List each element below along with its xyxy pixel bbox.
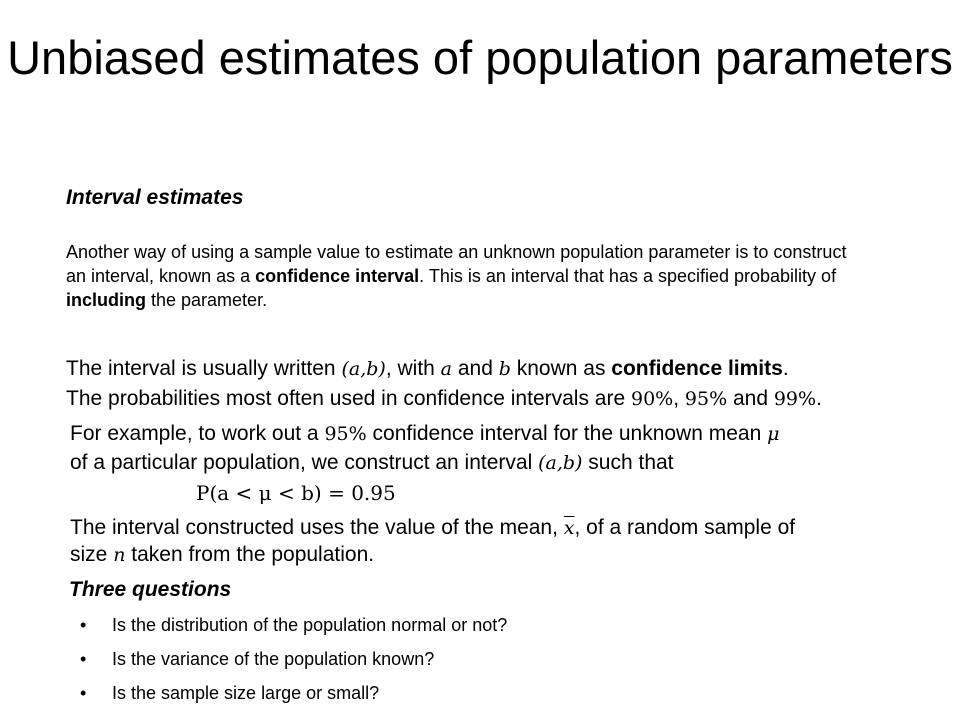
- example-interval-ab: (a,b): [538, 452, 583, 474]
- line6-text-b: taken from the population.: [125, 543, 375, 566]
- limit-b: b: [498, 358, 511, 380]
- questions-list: [80, 614, 507, 716]
- question-text: Is the distribution of the population normal or not?: [112, 615, 508, 635]
- example-line-2: [70, 451, 674, 475]
- prob-95: 95%: [684, 388, 728, 410]
- line1-text-a: The interval is usually written: [66, 357, 342, 380]
- intro-text-3: the parameter.: [146, 290, 268, 310]
- line2-end: .: [816, 387, 822, 410]
- line2-text-a: The probabilities most often used in confidence intervals are: [66, 387, 631, 410]
- line6-text-a: size: [70, 543, 114, 566]
- confidence-interval-term: confidence interval: [255, 266, 420, 286]
- list-item: [80, 614, 507, 648]
- limit-a: a: [440, 358, 452, 380]
- line2-sep-1: ,: [673, 387, 685, 410]
- list-item: [80, 682, 507, 716]
- mu-symbol: μ: [767, 423, 780, 445]
- line3-text-a: For example, to work out a: [70, 422, 325, 445]
- line1-text-b: , with: [385, 357, 441, 380]
- intro-paragraph: [66, 240, 866, 312]
- line1-text-c: and: [452, 357, 499, 380]
- probability-formula: P(a < μ < b) = 0.95: [196, 481, 396, 505]
- section-heading: Interval estimates: [66, 186, 244, 209]
- intro-text-1: Another way of using a sample value to estimate an unknown population parameter is to construct an interval, known as a: [66, 242, 847, 286]
- sample-mean-line: [70, 516, 795, 540]
- including-term: including: [66, 290, 146, 310]
- prob-90: 90%: [630, 388, 674, 410]
- interval-ab: (a,b): [341, 358, 386, 380]
- line3-text-b: confidence interval for the unknown mean: [366, 422, 768, 445]
- question-text: Is the variance of the population known?: [112, 649, 435, 669]
- intro-text-2: . This is an interval that has a specified probability of: [419, 266, 837, 286]
- questions-heading: Three questions: [69, 578, 232, 601]
- line1-text-e: .: [782, 357, 789, 380]
- bullet-icon: •: [80, 615, 87, 635]
- list-item: [80, 648, 507, 682]
- example-line-1: [70, 422, 779, 446]
- line1-text-d: known as: [510, 357, 612, 380]
- question-text: Is the sample size large or small?: [112, 683, 380, 703]
- line4-text-b: such that: [582, 451, 674, 474]
- bullet-icon: •: [80, 683, 87, 703]
- sample-size-line: [70, 543, 374, 567]
- interval-notation-line: [66, 357, 789, 381]
- line5-text-b: , of a random sample of: [574, 516, 796, 539]
- line4-text-a: of a particular population, we construct an interval: [70, 451, 539, 474]
- slide-title: Unbiased estimates of population parameters: [7, 31, 953, 84]
- bullet-icon: •: [80, 649, 87, 669]
- line2-sep-2: and: [727, 387, 774, 410]
- example-95: 95%: [324, 423, 367, 445]
- x-bar-symbol: $\overline{x}$: [563, 517, 575, 539]
- line5-text-a: The interval constructed uses the value of the mean,: [70, 516, 564, 539]
- probabilities-line: [66, 387, 822, 411]
- confidence-limits-term: confidence limits: [611, 357, 783, 380]
- prob-99: 99%: [773, 388, 817, 410]
- n-symbol: n: [113, 544, 126, 566]
